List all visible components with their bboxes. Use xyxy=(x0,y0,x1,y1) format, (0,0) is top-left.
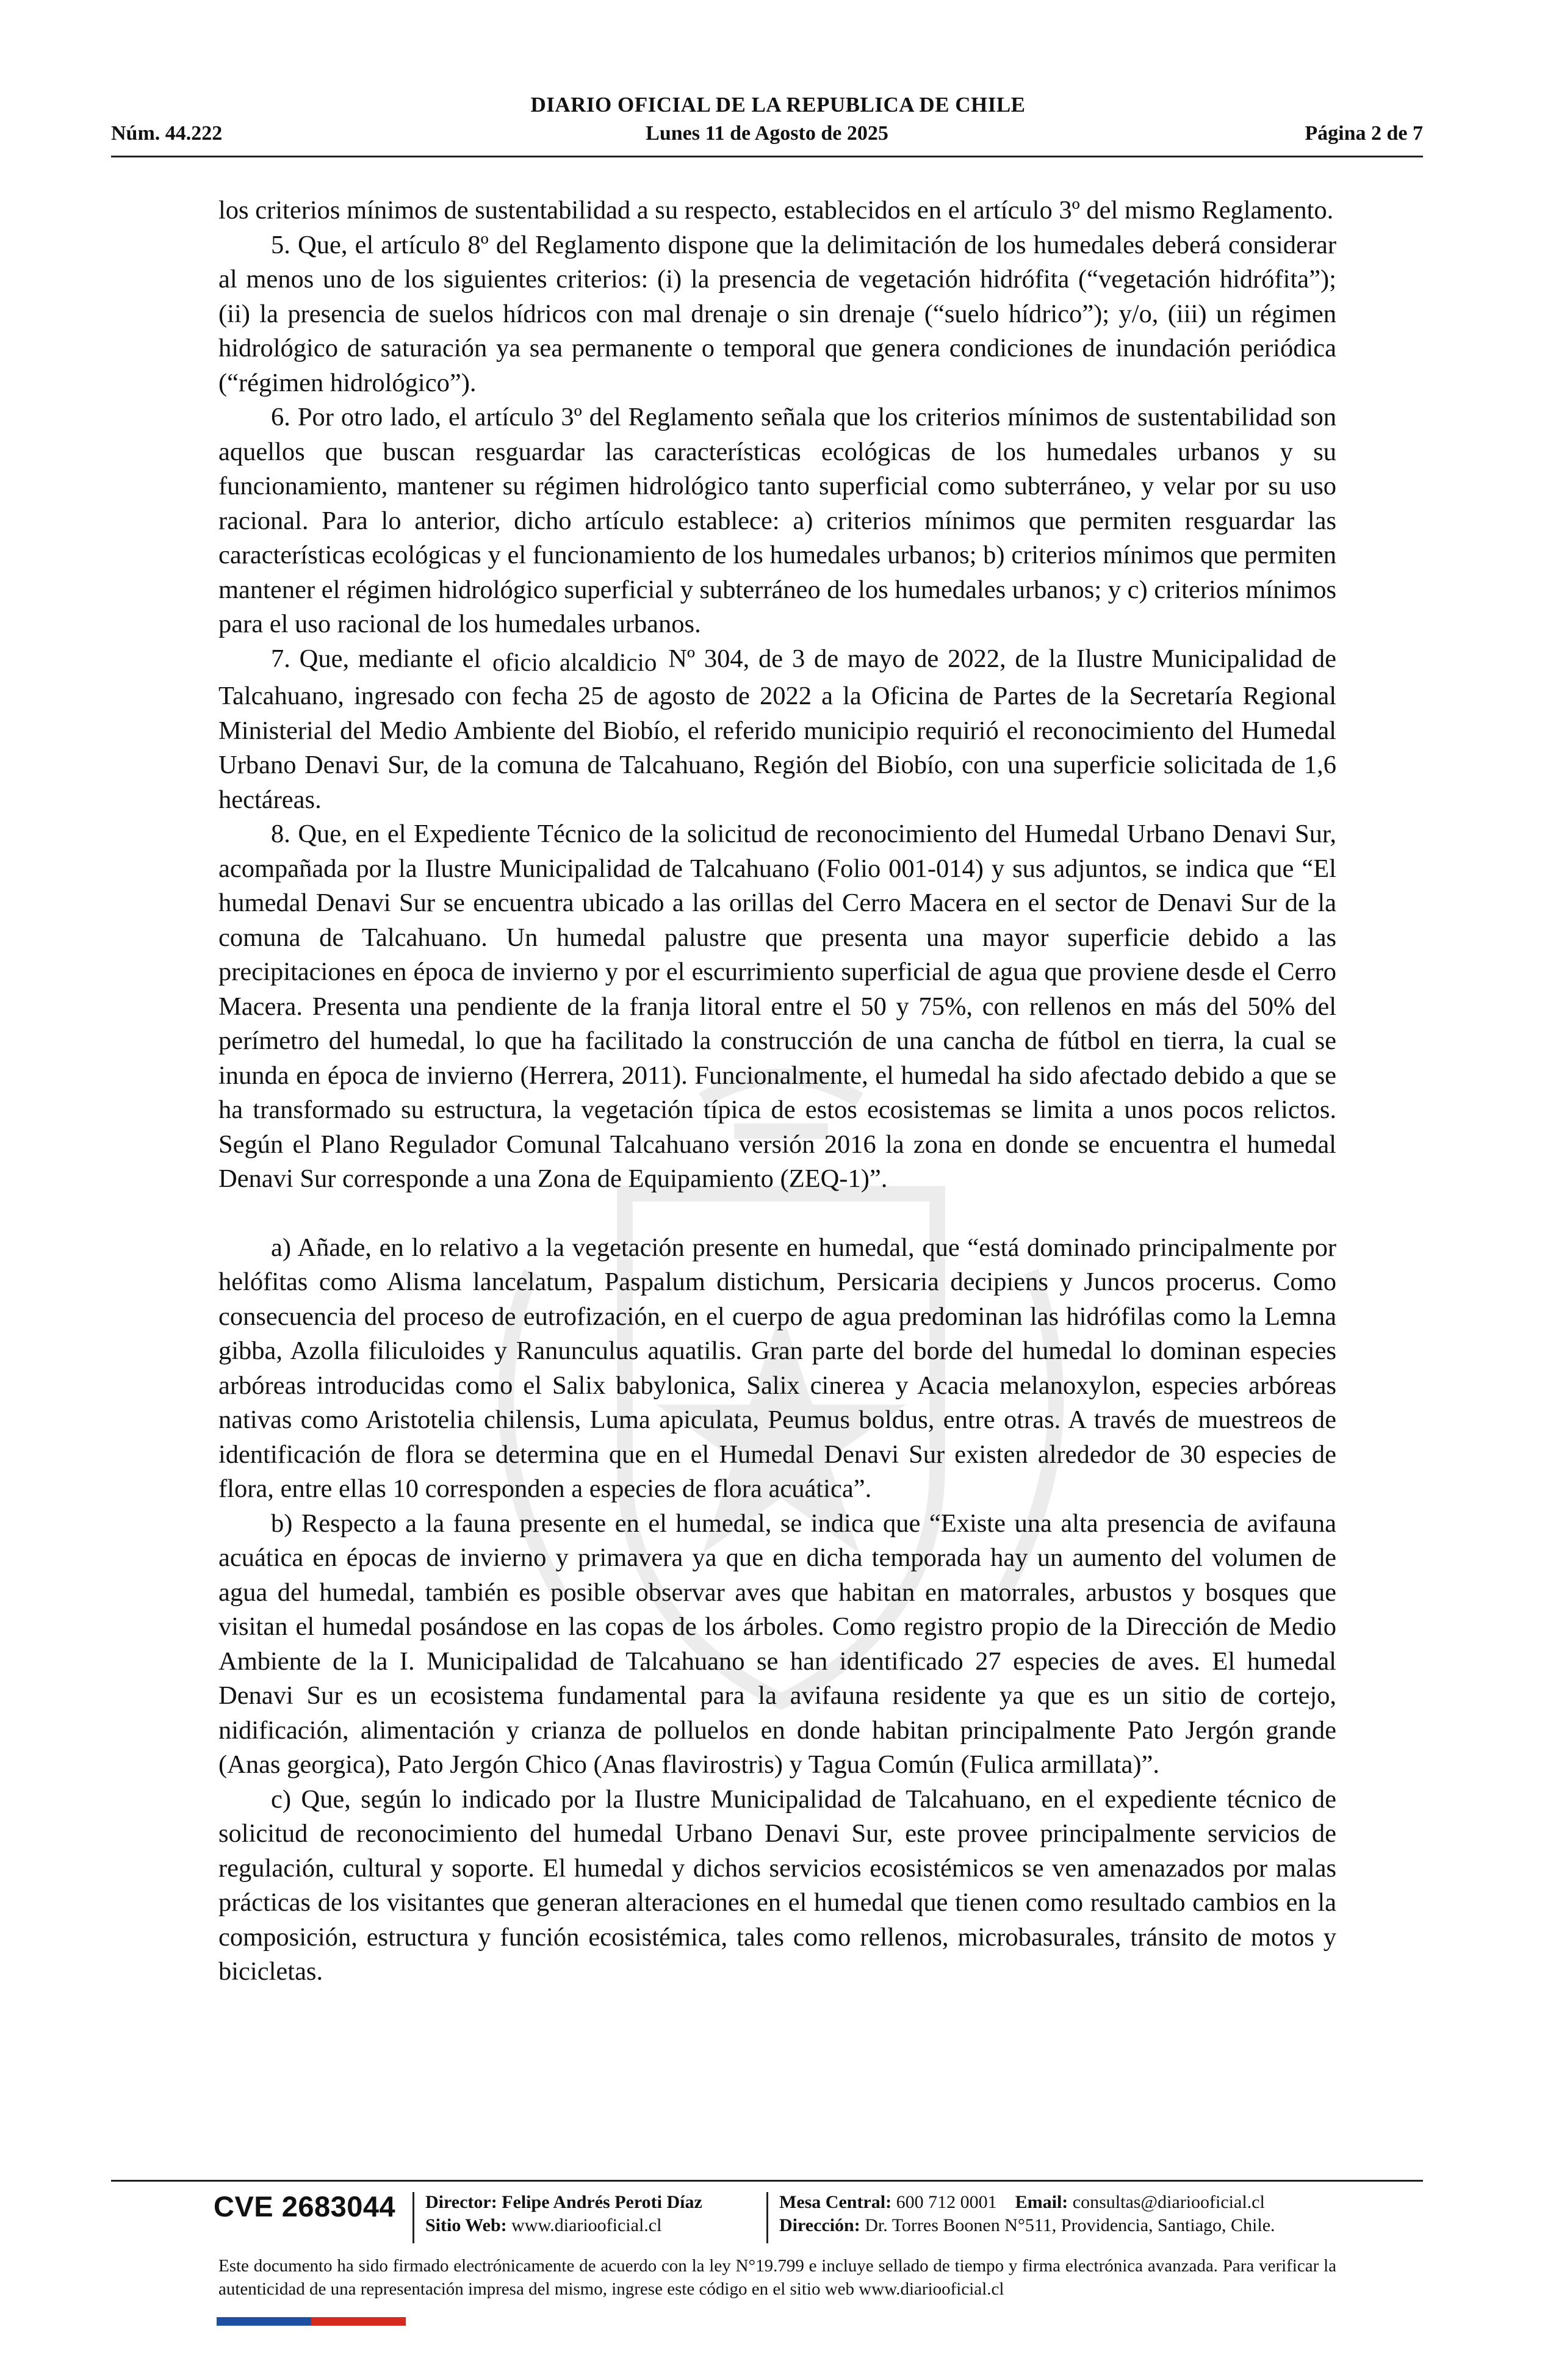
header-divider xyxy=(111,156,1423,157)
email-label: Email: xyxy=(1015,2192,1068,2212)
issue-number: Núm. 44.222 xyxy=(111,122,223,145)
paragraph-5: 5. Que, el artículo 8º del Reglamento dispone que la delimitación de los humedales deberá considerar al menos uno de los siguientes criterios: (i) la presencia de vegetación hidrófita (“vegetación hidrófita”); (ii) la presencia de suelos hídricos con mal drenaje o sin drenaje (“suelo hídrico”); y/o, (iii) un régimen hidrológico de saturación ya sea permanente o temporal que genera condiciones de inundación periódica (“régimen hidrológico”). xyxy=(218,230,1336,397)
footer-separator xyxy=(412,2192,414,2243)
paragraph-7 xyxy=(218,642,1336,818)
footer-contact-block xyxy=(779,2191,1275,2237)
website-link[interactable]: www.diariooficial.cl xyxy=(511,2215,662,2235)
address-value: Dr. Torres Boonen N°511, Providencia, Santiago, Chile. xyxy=(865,2215,1275,2235)
paragraph-8: 8. Que, en el Expediente Técnico de la solicitud de reconocimiento del Humedal Urbano Denavi Sur, acompañada por la Ilustre Municipalidad de Talcahuano (Folio 001-014) y sus adjuntos, se indica que “El humedal Denavi Sur se encuentra ubicado a las orillas del Cerro Macera en el sector de Denavi Sur de la comuna de Talcahuano. Un humedal palustre que presenta una mayor superficie debido a las precipitaciones en época de invierno y por el escurrimiento superficial de agua que proviene desde el Cerro Macera. Presenta una pendiente de la franja litoral entre el 50 y 75%, con rellenos en más del 50% del perímetro del humedal, lo que ha facilitado la construcción de una cancha de fútbol en tierra, la cual se inunda en época de invierno (Herrera, 2011). Funcionalmente, el humedal ha sido afectado debido a que se ha transformado su estructura, la vegetación típica de estos ecosistemas se limita a unos pocos relictos. Según el Plano Regulador Comunal Talcahuano versión 2016 la zona en donde se encuentra el humedal Denavi Sur corresponde a una Zona de Equipamiento (ZEQ-1)”. xyxy=(218,820,1336,1193)
email-link[interactable]: consultas@diariooficial.cl xyxy=(1072,2192,1265,2212)
website-label: Sitio Web: xyxy=(425,2215,507,2235)
footer-director-block xyxy=(425,2191,702,2237)
paragraph-7-rest: Nº 304, de 3 de mayo de 2022, de la Ilustre Municipalidad de Talcahuano, ingresado con fecha 25 de agosto de 2022 a la Oficina de Partes de la Secretaría Regional Ministerial del Medio Ambiente del Biobío, el referido municipio requirió el reconocimiento del Humedal Urbano Denavi Sur, de la comuna de Talcahuano, Región del Biobío, con una superficie solicitada de 1,6 hectáreas. xyxy=(218,644,1337,814)
paragraph-continuation: los criterios mínimos de sustentabilidad a su respecto, establecidos en el artículo 3º del mismo Reglamento. xyxy=(218,196,1334,225)
legal-notice: Este documento ha sido firmado electrónicamente de acuerdo con la ley N°19.799 e incluye sellado de tiempo y firma electrónica avanzada. Para verificar la autenticidad de una representación impresa del mismo, ingrese este código en el sitio web www.diariooficial.cl xyxy=(218,2256,1336,2299)
paragraph-7-lead: 7. Que, mediante el xyxy=(271,644,481,673)
mesa-label: Mesa Central: xyxy=(779,2192,892,2212)
director-label: Director: xyxy=(425,2192,497,2212)
mesa-phone: 600 712 0001 xyxy=(896,2192,997,2212)
paragraph-6: 6. Por otro lado, el artículo 3º del Reglamento señala que los criterios mínimos de sustentabilidad son aquellos que buscan resguardar las características ecológicas de los humedales urbanos y su funcionamiento, mantener su régimen hidrológico tanto superficial como subterráneo, y velar por su uso racional. Para lo anterior, dicho artículo establece: a) criterios mínimos que permiten resguardar las características ecológicas y el funcionamiento de los humedales urbanos; b) criterios mínimos que permiten mantener el régimen hidrológico superficial y subterráneo de los humedales urbanos; y c) criterios mínimos para el uso racional de los humedales urbanos. xyxy=(218,403,1336,638)
typed-insert: oficio alcaldicio xyxy=(492,647,657,676)
page-number: Página 2 de 7 xyxy=(1305,122,1423,145)
director-name: Felipe Andrés Peroti Díaz xyxy=(502,2192,702,2212)
paragraph-8b: b) Respecto a la fauna presente en el humedal, se indica que “Existe una alta presencia de avifauna acuática en épocas de invierno y primavera ya que en dicha temporada hay un aumento del volumen de agua del humedal, también es posible observar aves que habitan en matorrales, arbustos y bosques que visitan el humedal posándose en las copas de los árboles. Como registro propio de la Dirección de Medio Ambiente de la I. Municipalidad de Talcahuano se han identificado 27 especies de aves. El humedal Denavi Sur es un ecosistema fundamental para la avifauna residente ya que es un sitio de cortejo, nidificación, alimentación y crianza de polluelos en donde habitan principalmente Pato Jergón grande (Anas georgica), Pato Jergón Chico (Anas flavirostris) y Tagua Común (Fulica armillata)”. xyxy=(218,1509,1336,1779)
cve-code: CVE 2683044 xyxy=(214,2190,396,2223)
paragraph-8c: c) Que, según lo indicado por la Ilustre Municipalidad de Talcahuano, en el expediente técnico de solicitud de reconocimiento del humedal Urbano Denavi Sur, este provee principalmente servicios de regulación, cultural y soporte. El humedal y dichos servicios ecosistémicos se ven amenazados por malas prácticas de los visitantes que generan alteraciones en el humedal que tienen como resultado cambios en la composición, estructura y función ecosistémica, tales como rellenos, microbasurales, tránsito de motos y bicicletas. xyxy=(218,1784,1336,1986)
footer-divider xyxy=(111,2180,1423,2182)
flag-blue-segment xyxy=(217,2317,311,2326)
document-body xyxy=(218,193,1336,1989)
newspaper-title: DIARIO OFICIAL DE LA REPUBLICA DE CHILE xyxy=(530,93,1026,117)
flag-red-segment xyxy=(311,2317,406,2326)
chile-flag-stripe xyxy=(217,2317,406,2326)
footer-separator xyxy=(766,2192,768,2243)
paragraph-8a: a) Añade, en lo relativo a la vegetación presente en humedal, que “está dominado principalmente por helófitas como Alisma lancelatum, Paspalum distichum, Persicaria decipiens y Juncos procerus. Como consecuencia del proceso de eutrofización, en el cuerpo de agua predominan las hidrófilas como la Lemna gibba, Azolla filiculoides y Ranunculus aquatilis. Gran parte del borde del humedal lo dominan especies arbóreas introducidas como el Salix babylonica, Salix cinerea y Acacia melanoxylon, especies arbóreas nativas como Aristotelia chilensis, Luma apiculata, Peumus boldus, entre otras. A través de muestreos de identificación de flora se determina que en el Humedal Denavi Sur existen alrededor de 30 especies de flora, entre ellas 10 corresponden a especies de flora acuática”. xyxy=(218,1233,1336,1503)
address-label: Dirección: xyxy=(779,2215,860,2235)
issue-date: Lunes 11 de Agosto de 2025 xyxy=(646,122,888,145)
